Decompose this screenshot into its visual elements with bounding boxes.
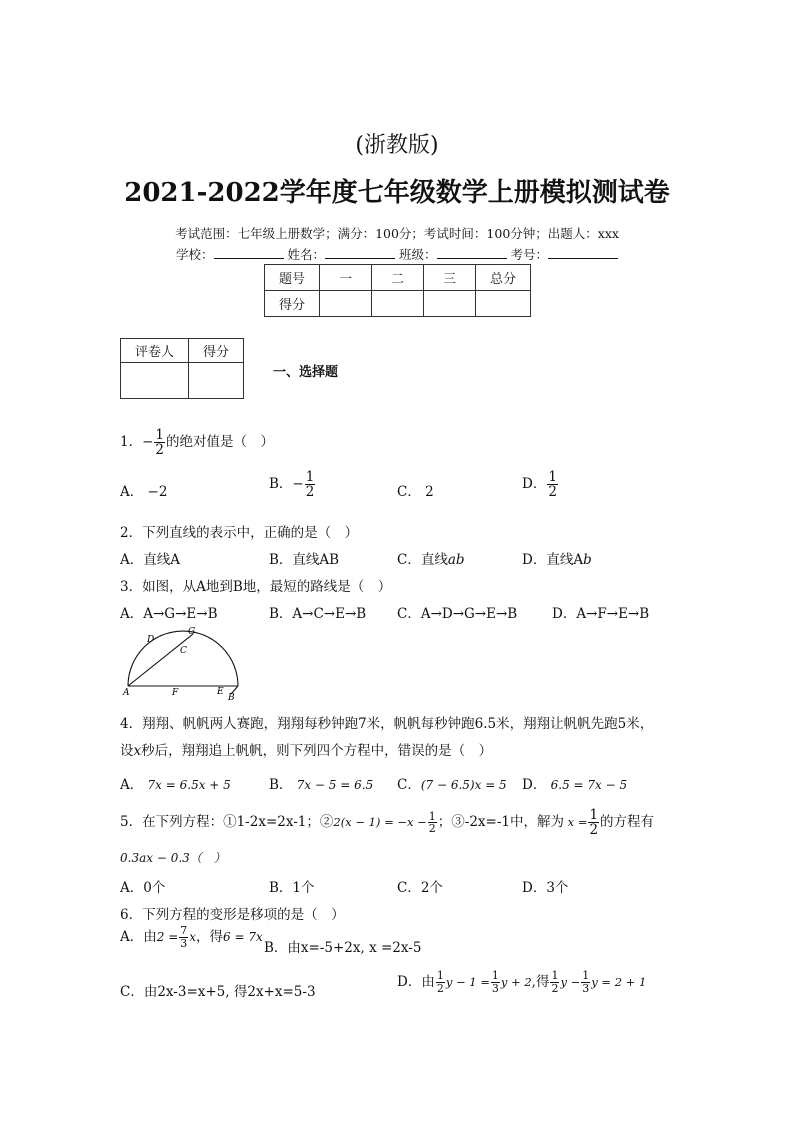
question-3-stem: 3．如图，从A地到B地，最短的路线是（ ） [120,579,392,595]
q4-option-d[interactable]: D． 6.5 = 7x − 5 [522,777,628,793]
q2-option-d[interactable]: D．直线Ab [522,552,592,568]
q2-option-a[interactable]: A．直线A [120,552,180,568]
question-5-line2: 0.3ax − 0.3（ ） [120,851,226,865]
score-row-label: 得分 [265,291,320,317]
q1-option-c[interactable]: C． 2 [397,484,434,500]
question-5-stem: 5．在下列方程：①1-2x=2x-1；②2(x − 1) = −x − $\frac{1}{2}$ ；③-2x=-1中，解为 x = $\frac{1}{2}$ 的方程有 [120,807,655,839]
grader-cell[interactable] [189,363,244,399]
question-4-line1: 4．翔翔、帆帆两人赛跑，翔翔每秒钟跑7米，帆帆每秒钟跑6.5米，翔翔让帆帆先跑5米， [120,716,654,732]
grader-cell[interactable] [121,363,189,399]
score-header: 三 [424,265,476,291]
label-c: C [180,646,187,656]
grader-table [120,338,244,399]
question-4-line2: 设x秒后，翔翔追上帆帆，则下列四个方程中，错误的是（ ） [120,743,493,759]
score-header: 总分 [476,265,531,291]
student-fields [0,245,794,263]
q3-option-a[interactable]: A．A→G→E→B [120,606,218,622]
class-blank [437,246,507,259]
q5-option-c[interactable]: C．2个 [397,880,443,896]
q1-minus: − [142,434,154,451]
exam-title: 2021-2022学年度七年级数学上册模拟测试卷 [124,178,670,208]
q2-option-c[interactable]: C．直线ab [397,552,465,568]
school-blank [214,246,284,259]
label-d: D [147,635,155,645]
route-figure [118,626,248,702]
school-label: 学校： [175,247,214,262]
label-a: A [123,688,130,698]
q5-option-b[interactable]: B．1个 [269,880,315,896]
q6-option-d[interactable]: D．由 $\frac{1}{2}$ y − 1 = $\frac{1}{3}$ y + 2,得 $\frac{1}{2}$ y − $\frac{1}{3}$ y = 2 + 1 [397,969,647,995]
q3-option-b[interactable]: B．A→C→E→B [269,606,367,622]
grader-header: 得分 [189,339,244,363]
q1-option-d[interactable]: D． $\frac{1}{2}$ [522,469,557,501]
question-2-stem: 2．下列直线的表示中，正确的是（ ） [120,525,359,541]
name-blank [325,246,395,259]
score-header: 二 [372,265,424,291]
class-label: 班级： [398,247,437,262]
score-header: 题号 [265,265,320,291]
q5-option-a[interactable]: A．0个 [120,880,166,896]
label-e: E [217,687,224,697]
q1-option-b[interactable]: B．− $\frac{1}{2}$ [269,469,315,501]
question-6-stem: 6．下列方程的变形是移项的是（ ） [120,907,345,923]
label-b: B [228,693,235,702]
section-heading: 一、选择题 [273,365,339,380]
score-header: 一 [320,265,372,291]
q4-option-c[interactable]: C．(7 − 6.5)x = 5 [397,777,507,793]
question-1-stem [120,428,274,457]
q3-option-d[interactable]: D．A→F→E→B [552,606,650,622]
q2-option-b[interactable]: B．直线AB [269,552,340,568]
q1-text: 的绝对值是（ ） [166,434,274,451]
q1-option-a[interactable]: A． −2 [120,484,168,500]
score-cell[interactable] [424,291,476,317]
q4-option-a[interactable]: A． 7x = 6.5x + 5 [120,777,231,793]
q6-option-c[interactable]: C．由2x-3=x+5, 得2x+x=5-3 [120,984,316,1000]
label-f: F [172,688,179,698]
q6-option-a[interactable]: A．由2 = $\frac{7}{3}$ x，得6 = 7x [120,924,263,950]
grader-header: 评卷人 [121,339,189,363]
q6-option-b[interactable]: B．由x=-5+2x, x =2x-5 [264,940,422,956]
q5-option-d[interactable]: D．3个 [522,880,569,896]
id-blank [548,246,618,259]
score-cell[interactable] [372,291,424,317]
score-cell[interactable] [476,291,531,317]
score-table [264,264,531,317]
label-g: G [188,627,196,637]
q1-fraction: $\frac{1}{2}$ [155,427,164,459]
exam-info: 考试范围：七年级上册数学；满分：100分；考试时间：100分钟；出题人：xxx [175,226,619,241]
score-cell[interactable] [320,291,372,317]
q1-number: 1． [120,434,143,451]
q3-option-c[interactable]: C．A→D→G→E→B [397,606,518,622]
name-label: 姓名： [287,247,325,262]
id-label: 考号： [510,247,548,262]
edition-label: (浙教版) [355,133,439,158]
q4-option-b[interactable]: B． 7x − 5 = 6.5 [269,777,374,793]
